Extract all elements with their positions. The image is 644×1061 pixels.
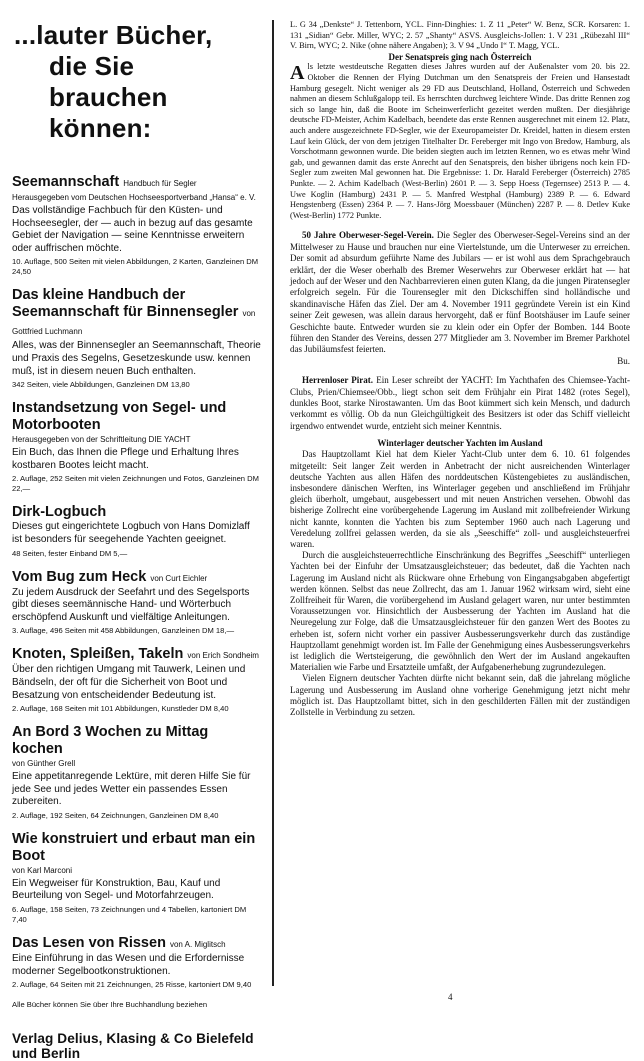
book-meta: 2. Auflage, 168 Seiten mit 101 Abbildungen, Kunstleder DM 8,40 bbox=[12, 704, 229, 714]
book-subtitle: Herausgegeben vom Deutschen Hochseesportverband „Hansa“ e. V. bbox=[12, 193, 256, 202]
article-oberweser bbox=[290, 230, 630, 367]
book-description: Über den richtigen Umgang mit Tauwerk, Leinen und Bändseln, der oft für die Sicherheit von Boot und Besatzung von entscheidender Bedeutung ist. bbox=[12, 664, 246, 701]
book-meta: 2. Auflage, 64 Seiten mit 21 Zeichnungen, 25 Risse, kartoniert DM 9,40 bbox=[12, 980, 252, 990]
book-lesen-von-rissen bbox=[12, 935, 262, 990]
article-body: ls letzte westdeutsche Regatten dieses Jahres wurden auf der Außenalster vom 20. bis 22. Oktober die Rennen der Flying Dutchman um den Senatspreis der Freien und Hansestadt Hamburg gesegelt. Nicht weniger als 29 FD aus Deutschland, Holland, Österreich und Schweden nahmen an diesem Schlußgalopp teil. Es herrschten durchweg leichtere Winde. Das dritte Rennen zog sich so lange hin, daß die Boote im Scheinwerferlicht gezeitet werden mußten. Der diesjährige deutsche FD-Meister, Achim Kadelbach, beendete das erste Rennen ausgerechnet mit einem 12. Platz, auch andere ausgezeichnete FD-Segler, wie der Exeuropameister Dr. Kreidel, hatten in diesem ersten Lauf kein Glück, der von dem jetzigen Titelhalter Dr. Fereberger mit Ingo von Bredow, Hamburg, als Vorschotmann gewonnen wurde. Die beiden siegten auch im letzten Rennen, wo es etwas mehr Wind gab, und gewannen damit das erste Anrecht auf den Senatspreis, den bisher übrigens noch kein FD-Segler zum zweiten Mal gewonnen hat. bbox=[290, 62, 630, 178]
article-lead: Herrenloser Pirat. bbox=[302, 375, 374, 386]
book-description: Alles, was der Binnensegler an Seemannschaft, Theorie und Praxis des Segelns, Gesetzeskunde usw. kennen muß, ist in diesem neuen Buch enthalten. bbox=[12, 340, 261, 377]
book-description: Zu jedem Ausdruck der Seefahrt und des Segelsports gibt dieses seemännische Hand- und Wörterbuch erschöpfend Auskunft und vielfältige Anleitungen. bbox=[12, 586, 250, 623]
book-description: Eine Einführung in das Wesen und die Erfordernisse moderner Segelbootkonstruktionen. bbox=[12, 953, 245, 977]
book-an-bord-kochen bbox=[12, 724, 262, 821]
book-knoten bbox=[12, 646, 262, 714]
article-heading: Der Senatspreis ging nach Österreich bbox=[388, 51, 532, 62]
article-signature: Bu. bbox=[617, 355, 630, 366]
article-body: Die Segler des Oberweser-Segel-Vereins sind an der Mittelweser zu Hause und brauchen nur eine Viertelstunde, um die Unterweser zu erreichen. Der somit ad absurdum geführte Name des Jubilars — er ist wohl aus dem Sprachgebrauch erklärt, der die Weser oberhalb des Bremer Weserwehrs zur Oberweser erklärt hat — hat jedoch auf der Weser und den Nachbarrevieren einen guten Klang, da die jungen Piratensegler erfolgreich segeln. Für die Tourensegler mit den Dickschiffen sind holländische und skandinavische Häfen das Ziel. Der am 4. November 1911 gegründete Verein ist ein Kind seiner Zeit gewesen, was allein daraus hervorgeht, daß er fünf Bootshäuser im Laufe seiner Geschichte baute. Entweder wurden sie zu klein oder ein Opfer der Bomben. 144 Boote führen den Stander des Vereins, dessen 277 Mitglieder am 3. November im Bremer Parkhotel das Jubiläumsfest feierten. bbox=[290, 230, 631, 355]
book-description: Dieses gut eingerichtete Logbuch von Hans Domizlaff ist besonders für seegehende Yachten geeignet. bbox=[12, 521, 250, 545]
article-lead: 50 Jahre Oberweser-Segel-Verein. bbox=[302, 230, 434, 241]
book-meta: 10. Auflage, 500 Seiten mit vielen Abbildungen, 2 Karten, Ganzleinen DM 24,50 bbox=[12, 257, 259, 277]
book-title: Vom Bug zum Heck bbox=[12, 568, 147, 585]
ad-headline bbox=[12, 20, 262, 144]
article-paragraph: Durch die ausgleichsteuerrechtliche Einschränkung des Begriffes „Seeschiff“ unterliegen Yachten bei der Einfuhr der Umsatzausgleichsteuer; das bedeutet, daß die Yachten nach Lagerung im Ausland nicht als Rückware ohne Erhebung von Eingangsabgaben abgefertigt werden können. Selbst das neue Zollrecht, das am 1. Januar 1962 wirksam wird, sieht eine Zollfreiheit für Waren, die vorübergehend im Ausland gelagert waren, nur unter bestimmten Voraussetzungen vor. Hinsichtlich der Ausbesserung der Yachten im Ausland hat die Neuregelung zur Folge, daß die Umsatzausgleichsteuer für den ganzen Wert des Bootes zu erheben ist, sofern nicht vorher ein passiver Ausbesserungsverkehr durch das zuständige Hauptzollamt genehmigt worden ist. Im Falle der Genehmigung eines Ausbesserungsverkehrs ist lediglich die Wertsteigerung, die gewöhnlich den Wert der im Ausland angekauften Materialien wie Farbe und Ersatzteile umfaßt, der Aufgabenerhebung zugrundezulegen. bbox=[290, 550, 630, 673]
book-meta: 48 Seiten, fester Einband DM 5,— bbox=[12, 548, 128, 558]
page-number: 4 bbox=[448, 992, 453, 1002]
ad-headline-line-1: ...lauter Bücher, bbox=[14, 20, 213, 50]
article-heading: Winterlager deutscher Yachten im Ausland bbox=[377, 438, 543, 449]
book-meta: 342 Seiten, viele Abbildungen, Ganzleinen DM 13,80 bbox=[12, 380, 190, 390]
article-results: Die Ergebnisse: 1. Dr. Harald Fereberger (Österreich) 2785 Punkte. — 2. Achim Kadelbach (West-Berlin) 2601 P. — 3. Sepp Hoess (Tegernsee) 2513 P. — 4. Uwe Koglin (Hamburg) 2431 P. — 5. Manfred Westphal (Hamburg) 2389 P. — 6. Edward Hengstenberg (Essen) 2364 P. — 7. Hans-Jörg Moessbauer (München) 2287 P. — 8. Detlev Kuke (West-Berlin) 1772 Punkte. bbox=[290, 168, 630, 220]
regatta-results-continuation: L. G 34 „Denkste“ J. Tettenborn, YCL. Finn-Dinghies: 1. Z 11 „Peter“ W. Benz, SCR. Korsaren: 1. 131 „Sidian“ Gebr. Miller, WYC; 2. 57 „Shanty“ ASVS. Ausgleichs-Jollen: 1. V 231 „Rübezahl III“ V. Birn, WYC; 2. Nike (ohne nähere Angaben); 3. V 94 „Undo I“ T. Magg, YCL. bbox=[290, 20, 630, 51]
book-title: Instandsetzung von Segel- und Motorbooten bbox=[12, 400, 227, 434]
news-column bbox=[290, 20, 630, 986]
book-meta: 6. Auflage, 158 Seiten, 73 Zeichnungen und 4 Tabellen, kartoniert DM 7,40 bbox=[12, 905, 247, 925]
book-wie-konstruiert bbox=[12, 831, 262, 925]
ad-headline-line-3: brauchen können: bbox=[49, 82, 168, 143]
book-author: von Gottfried Luchmann bbox=[12, 309, 256, 337]
book-author: von Curt Eichler bbox=[150, 573, 208, 583]
book-vom-bug-zum-heck bbox=[12, 569, 262, 637]
book-title: Das kleine Handbuch der Seemannschaft für Binnensegler bbox=[12, 287, 239, 321]
book-subtitle: Herausgegeben von der Schriftleitung DIE YACHT bbox=[12, 435, 191, 445]
article-body: Ein Leser schreibt der YACHT: Im Yachthafen des Chiemsee-Yacht-Clubs, Prien/Chiemsee/Obb., liegt schon seit dem Frühjahr ein Pirat 1482 (rotes Segel), dunkles Boot, starke Nirostawanten. Um das Boot kümmert sich kein Mensch, und dadurch verkommt es völlig. Ob da nun Gleichgültigkeit des Besitzers ist oder das Schiff vielleicht irgendwo entwendet wurde, entzieht sich meiner Kenntnis. bbox=[290, 375, 631, 431]
publisher-name: Verlag Delius, Klasing & Co Bielefeld und Berlin bbox=[12, 1031, 254, 1061]
book-advertisement bbox=[12, 20, 274, 1061]
book-dirk-logbuch bbox=[12, 504, 262, 558]
article-paragraph: Vielen Eignern deutscher Yachten dürfte nicht bekannt sein, daß die jahrelang mögliche Lagerung und Ausbesserung im Ausland ohne vorherige Genehmigung jetzt nicht mehr möglich ist. Das Hauptzollamt bittet, sich in den geschilderten Fällen mit der zuständigen Zollstelle in Verbindung zu setzen. bbox=[290, 673, 630, 718]
ad-headline-line-2: die Sie bbox=[49, 51, 135, 81]
book-title: Knoten, Spleißen, Takeln bbox=[12, 646, 184, 663]
book-meta: 2. Auflage, 192 Seiten, 64 Zeichnungen, Ganzleinen DM 8,40 bbox=[12, 810, 219, 820]
article-paragraph: Das Hauptzollamt Kiel hat dem Kieler Yacht-Club unter dem 6. 10. 61 folgendes mitgeteilt: Seit langer Zeit werden in Anbetracht der nicht ausreichenden Winterlager deutsche Yachten aus allen Häfen des norddeutschen Küstengebietes zu ausländischen, insbesondere dänischen Werften, ins Winterlager gegeben und anschließend im Frühjahr gleich überholt, umgebaut, ausgebessert und mit neuen Anstrichen versehen. Obwohl das bisherige Zollrecht eine vorübergehende Lagerung im Ausland mit zollbefreiender Wirkung nicht kannte, konnten die Yachten bis zum September 1960 auch nach Lagerung und Veredelung zollfrei gelassen werden, da sie als „Seeschiffe“ zoll- und ausgleichsteuerfrei waren. bbox=[290, 449, 630, 550]
book-subtitle: von Günther Grell bbox=[12, 759, 76, 769]
article-herrenloser-pirat bbox=[290, 375, 630, 432]
book-title: Wie konstruiert und erbaut man ein Boot bbox=[12, 830, 256, 864]
book-kleines-handbuch bbox=[12, 287, 262, 390]
ad-footnote: Alle Bücher können Sie über Ihre Buchhandlung beziehen bbox=[12, 1000, 208, 1010]
book-title: An Bord 3 Wochen zu Mittag kochen bbox=[12, 724, 209, 758]
book-meta: 2. Auflage, 252 Seiten mit vielen Zeichnungen und Fotos, Ganzleinen DM 22,— bbox=[12, 474, 259, 494]
article-winterlager bbox=[290, 438, 630, 718]
book-description: Eine appetitanregende Lektüre, mit deren Hilfe Sie für jede See und jedes Wetter ein passendes Essen zubereiten. bbox=[12, 771, 251, 808]
book-subtitle: von Karl Marconi bbox=[12, 865, 73, 875]
drop-cap: A bbox=[290, 62, 305, 85]
book-author: von Erich Sondheim bbox=[187, 651, 259, 661]
book-seemannschaft bbox=[12, 174, 262, 277]
book-title: Seemannschaft bbox=[12, 174, 120, 190]
book-title: Dirk-Logbuch bbox=[12, 504, 107, 521]
book-author: von A. Miglitsch bbox=[169, 940, 226, 950]
book-author: Handbuch für Segler bbox=[123, 179, 197, 188]
book-instandsetzung bbox=[12, 400, 262, 494]
book-meta: 3. Auflage, 496 Seiten mit 458 Abbildungen, Ganzleinen DM 18,— bbox=[12, 626, 235, 636]
book-list bbox=[12, 174, 262, 990]
book-description: Das vollständige Fachbuch für den Küsten- und Hochseesegler, der — auch in bezug auf das gesamte Gebiet der Navigation — seine Kenntnisse erweitern oder auffrischen möchte. bbox=[12, 205, 253, 254]
article-senatspreis bbox=[290, 52, 630, 222]
book-title: Das Lesen von Rissen bbox=[12, 935, 166, 952]
book-description: Ein Buch, das Ihnen die Pflege und Erhaltung Ihres kostbaren Bootes leicht macht. bbox=[12, 447, 239, 471]
book-description: Ein Wegweiser für Konstruktion, Bau, Kauf und Beurteilung von Segel- und Motorfahrzeugen. bbox=[12, 877, 221, 902]
